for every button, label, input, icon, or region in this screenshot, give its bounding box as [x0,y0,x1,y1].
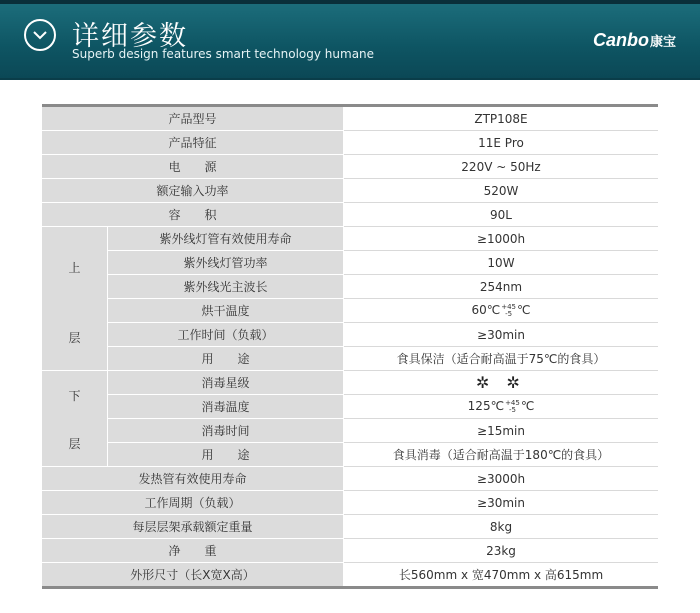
table-row [42,371,658,395]
row-value [344,371,659,395]
temp-unit: ℃ [517,303,531,318]
table-row [42,323,658,347]
table-row [42,491,658,515]
row-label: 产品型号 [42,106,344,131]
brand-logo [593,30,676,51]
group-upper-bottom: 层 [68,331,81,345]
table-row [42,106,658,131]
group-upper-top: 上 [68,261,81,275]
row-label: 工作周期（负载） [42,491,344,515]
row-value: 11E Pro [344,131,659,155]
table-row [42,563,658,588]
row-label: 烘干温度 [108,299,344,323]
table-row [42,419,658,443]
group-lower [42,371,108,467]
row-label: 紫外线灯管功率 [108,251,344,275]
row-label: 紫外线灯管有效使用寿命 [108,227,344,251]
row-value: 10W [344,251,659,275]
table-row [42,203,658,227]
row-value: ZTP108E [344,106,659,131]
row-value: 食具保洁（适合耐高温于75℃的食具） [344,347,659,371]
row-label: 消毒时间 [108,419,344,443]
row-value: ≥30min [344,491,659,515]
table-row [42,347,658,371]
row-label: 电 源 [42,155,344,179]
brand-name-cn: 康宝 [649,34,676,49]
row-label: 额定输入功率 [42,179,344,203]
row-label: 消毒星级 [108,371,344,395]
row-label: 用 途 [108,443,344,467]
temp-tolerance [501,304,516,318]
row-value: 520W [344,179,659,203]
banner-subtitle: Superb design features smart technology humane [72,47,375,61]
row-value: 254nm [344,275,659,299]
row-value: 食具消毒（适合耐高温于180℃的食具） [344,443,659,467]
table-row [42,539,658,563]
temp-tolerance-plus: +45 [505,398,520,407]
brand-name-en: Canbo [592,30,649,50]
row-label: 用 途 [108,347,344,371]
table-row [42,155,658,179]
temp-tolerance-minus: -5 [505,309,513,318]
row-value: ≥3000h [344,467,659,491]
temp-tolerance [505,400,520,414]
temp-tolerance-minus: -5 [508,405,516,414]
row-label: 消毒温度 [108,395,344,419]
group-lower-top: 下 [68,389,81,403]
row-value: 23kg [344,539,659,563]
header-banner [0,0,700,80]
row-label: 外形尺寸（长X宽X高） [42,563,344,588]
temp-main: 60℃ [471,303,501,318]
row-label: 工作时间（负载） [108,323,344,347]
row-label: 每层层架承载额定重量 [42,515,344,539]
spec-table [42,104,658,589]
row-value: 90L [344,203,659,227]
temp-unit: ℃ [520,399,535,414]
row-value: 220V ~ 50Hz [344,155,659,179]
table-row [42,227,658,251]
row-label: 发热管有效使用寿命 [42,467,344,491]
temp-tolerance-plus: +45 [501,302,517,311]
row-label: 容 积 [42,203,344,227]
table-row [42,467,658,491]
row-value: ≥30min [344,323,659,347]
row-label: 产品特征 [42,131,344,155]
row-value [344,395,659,419]
banner-title: 详细参数 [72,21,188,52]
banner-top-line [0,0,700,4]
row-value: ≥1000h [344,227,659,251]
row-value [344,299,659,323]
group-lower-bottom: 层 [68,437,81,451]
row-label: 净 重 [42,539,344,563]
temp-main: 125℃ [467,399,505,414]
asterisk-star-icon: ✲ ✲ [476,373,526,392]
row-value: 8kg [344,515,659,539]
row-value: 长560mm x 宽470mm x 高615mm [344,563,659,588]
table-row [42,251,658,275]
table-row [42,515,658,539]
table-row [42,131,658,155]
group-upper [42,227,108,371]
table-row [42,395,658,419]
table-row [42,275,658,299]
table-row [42,299,658,323]
table-row [42,179,658,203]
row-value: ≥15min [344,419,659,443]
chevron-down-circle-icon [24,19,56,51]
row-label: 紫外线光主波长 [108,275,344,299]
table-row [42,443,658,467]
